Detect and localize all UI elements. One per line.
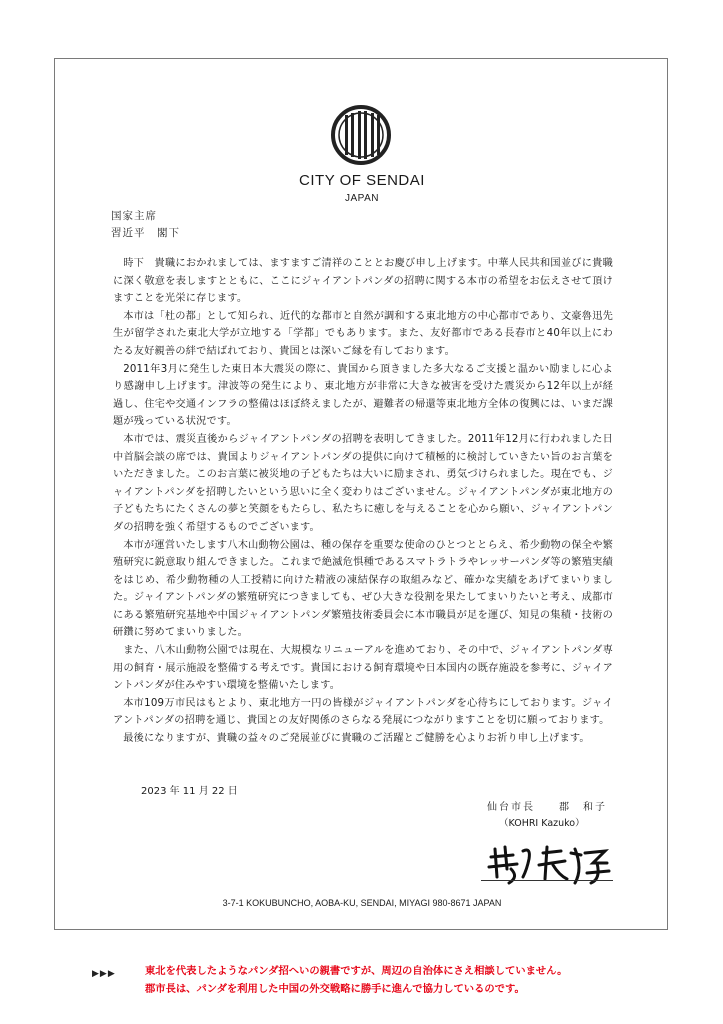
body-paragraph: 2011年3月に発生した東日本大震災の際に、貴国から頂きました多大なるご支援と温かい励ましに心より感謝申し上げます。津波等の発生により、東北地方が非常に大きな被害を受けた震災から12年以上が経過し、住宅や交通インフラの整備はほぼ終えましたが、避難者の帰還等東北地方全体の復興には、いまだ課題が残っている状況です。 [113,363,613,428]
signature-underline [481,880,613,881]
org-name: CITY OF SENDAI [299,172,425,189]
addressee-name: 習近平 閣下 [111,227,180,239]
body-paragraph: また、八木山動物公園では現在、大規模なリニューアルを進めており、その中で、ジャイアントパンダ専用の飼育・展示施設を整備する考えです。貴国における飼育環境や日本国内の既存施設を参考に、ジャイアントパンダが住みやすい環境を整備いたします。 [113,645,613,692]
caption-line-1: 東北を代表したようなパンダ招へいの親書ですが、周辺の自治体にさえ相談していません。 [145,965,568,977]
body-paragraph: 時下 貴職におかれましては、ますますご清祥のこととお慶び申し上げます。中華人民共和国並びに貴職に深く敬意を表しますとともに、ここにジャイアントパンダの招聘に関する本市の希望をお伝えさせて頂けますことを光栄に存じます。 [113,258,613,305]
addressee-title: 国家主席 [111,210,157,222]
org-country: JAPAN [345,193,379,204]
city-hall-address: 3-7-1 KOKUBUNCHO, AOBA-KU, SENDAI, MIYAGI 980-8671 JAPAN [222,898,502,908]
body-paragraph: 本市109万市民はもとより、東北地方一円の皆様がジャイアントパンダを心待ちにしております。ジャイアントパンダの招聘を通じ、貴国との友好関係のさらなる発展につながりますことを切に願っております。 [113,697,613,727]
signer-title: 仙台市長 郡 和子 [487,802,607,813]
body-paragraph: 本市が運営いたします八木山動物公園は、種の保存を重要な使命のひとつととらえ、希少動物の保全や繁殖研究に鋭意取り組んできました。これまで絶滅危惧種であるスマトラトラやレッサーパンダ等の繁殖実績をはじめ、希少動物種の人工授精に向けた精液の凍結保存の取組みなど、確かな実績をあげてまいりました。ジャイアントパンダの繁殖研究につきましても、ぜひ大きな役割を果たしてまいりたいと考え、成都市にある繁殖研究基地や中国ジャイアントパンダ繁殖技術委員会に本市職員が足を運び、知見の集積・技術の研鑽に努めてまいりました。 [113,539,613,639]
arrow-marker-icon: ▶▶▶ [92,969,116,979]
city-of-sendai-emblem [331,105,391,165]
body-paragraph: 本市は「杜の都」として知られ、近代的な都市と自然が調和する東北地方の中心都市であり、文豪魯迅先生が留学された東北大学が立地する「学都」でもあります。また、友好都市である長春市と40年以上にわたる友好親善の絆で結ばれており、貴国とは深いご縁を有しております。 [113,310,613,357]
letter-document [54,58,668,930]
handwritten-signature [483,839,613,889]
letter-body [113,255,613,748]
body-paragraph: 最後になりますが、貴職の益々のご発展並びに貴職のご活躍とご健勝を心よりお祈り申し上げます。 [123,733,590,745]
letter-date: 2023 年 11 月 22 日 [141,786,238,797]
signer-romaji: （KOHRI Kazuko） [499,818,585,829]
caption-line-2: 郡市長は、パンダを利用した中国の外交戦略に勝手に進んで協力しているのです。 [145,983,525,995]
body-paragraph: 本市では、震災直後からジャイアントパンダの招聘を表明してきました。2011年12月に行われました日中首脳会談の席では、貴国よりジャイアントパンダの提供に向けて積極的に検討していきたい旨のお言葉をいただきました。このお言葉に被災地の子どもたちは大いに励まされ、勇気づけられました。現在でも、ジャイアントパンダを招聘したいという思いに全く変わりはございません。ジャイアントパンダが東北地方の子どもたちにたくさんの夢と笑顔をもたらし、私たちに癒しを与えることを心から願い、ジャイアントパンダの招聘を強く希望するものでございます。 [113,433,613,533]
